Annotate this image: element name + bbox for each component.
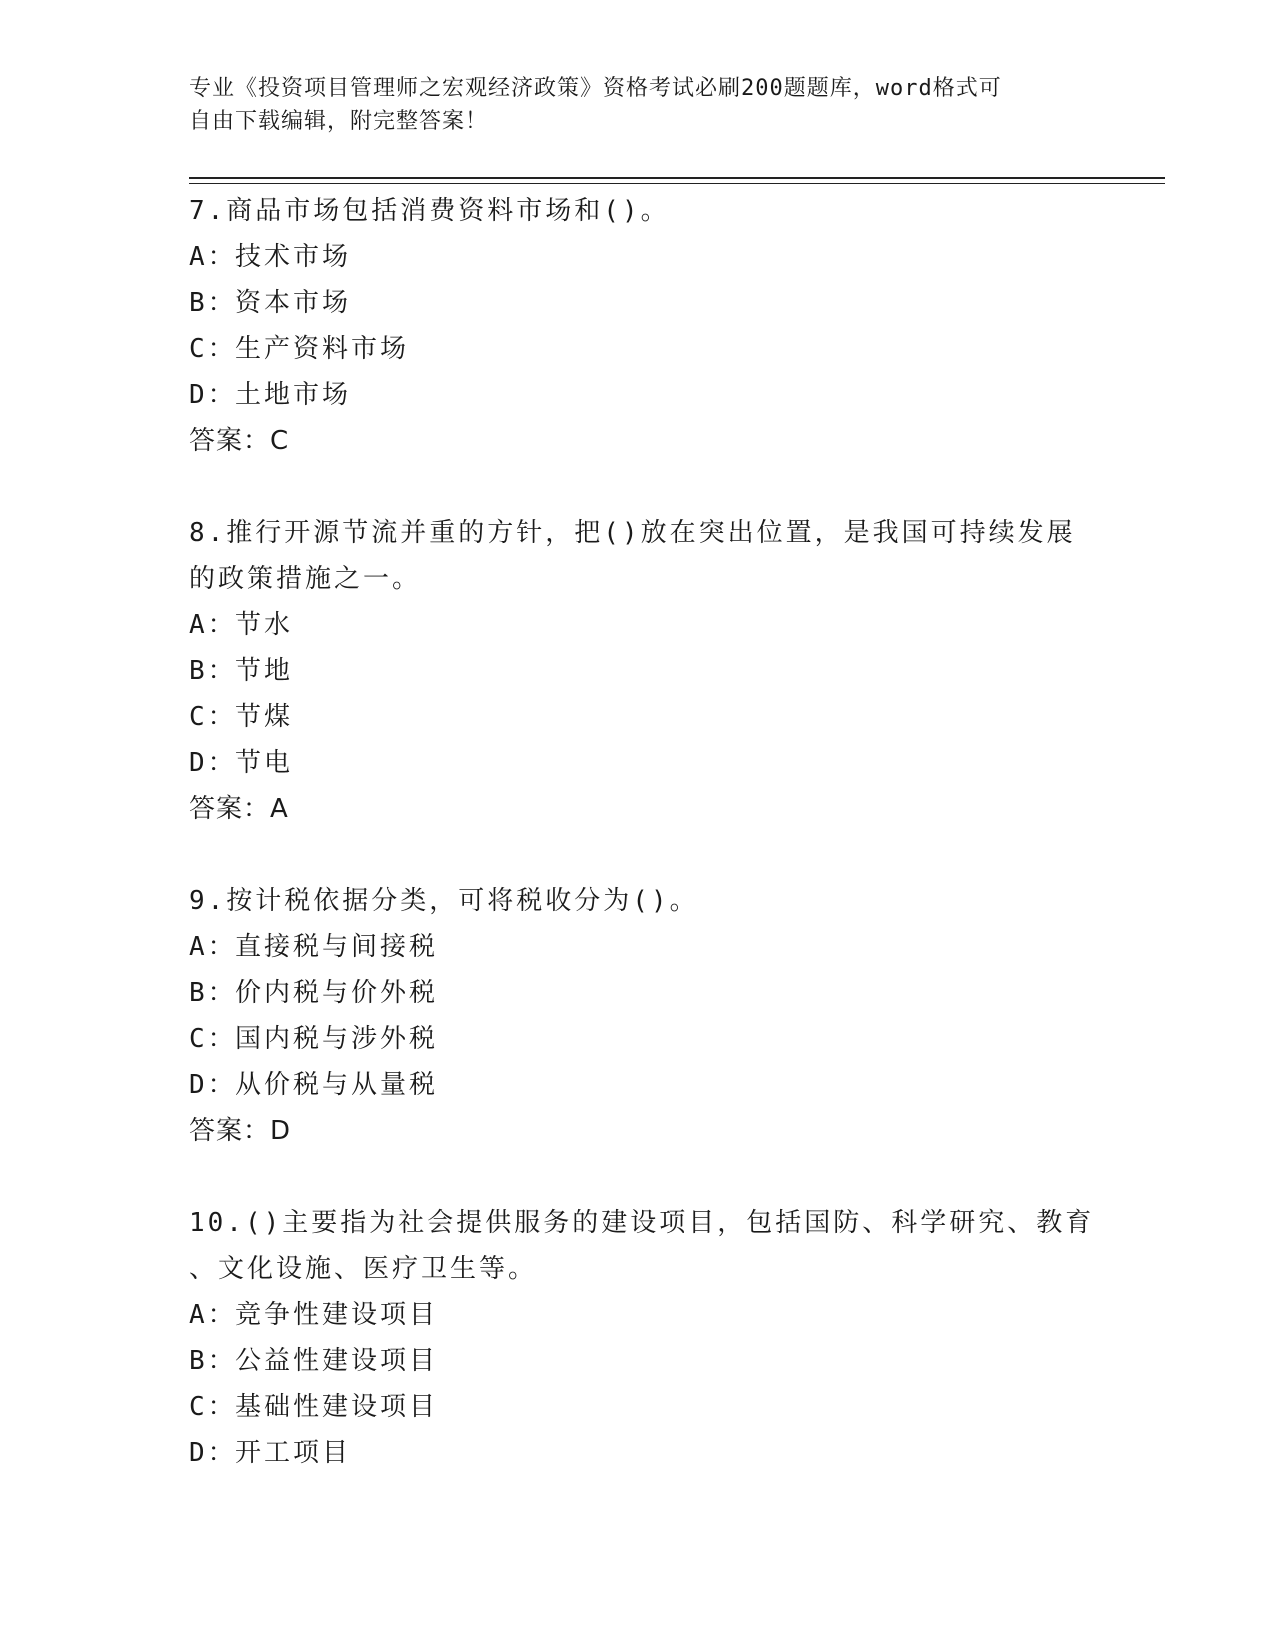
question-stem: [189, 188, 1089, 234]
option-key: C：: [189, 334, 237, 364]
question-stem-line: 8.推行开源节流并重的方针，把()放在突出位置，是我国可持续发展: [189, 518, 1076, 548]
answer-key: 答案：D: [189, 1116, 292, 1146]
answer-option: [189, 694, 1089, 740]
option-key: B：: [189, 288, 237, 318]
answer-option: [189, 924, 1089, 970]
option-text: 基础性建设项目: [235, 1392, 439, 1422]
option-key: B：: [189, 656, 237, 686]
option-key: A：: [189, 932, 237, 962]
option-key: B：: [189, 978, 237, 1008]
answer-option: [189, 326, 1089, 372]
header-divider-thin: [189, 183, 1165, 184]
option-key: B：: [189, 1346, 237, 1376]
option-key: C：: [189, 702, 237, 732]
question-spacer: [189, 1154, 1089, 1200]
answer-option: [189, 1384, 1089, 1430]
question-stem-line: 、文化设施、医疗卫生等。: [189, 1254, 538, 1284]
option-text: 生产资料市场: [235, 334, 410, 364]
question-block: [189, 510, 1089, 832]
answer-option: [189, 1292, 1089, 1338]
answer-key: 答案：C: [189, 426, 290, 456]
question-block: [189, 878, 1089, 1154]
answer-option: [189, 970, 1089, 1016]
option-key: A：: [189, 1300, 237, 1330]
option-text: 公益性建设项目: [235, 1346, 439, 1376]
header-divider-thick: [189, 177, 1165, 179]
question-stem-line: 10.()主要指为社会提供服务的建设项目，包括国防、科学研究、教育: [189, 1208, 1095, 1238]
question-stem: [189, 1200, 1095, 1292]
option-text: 竞争性建设项目: [235, 1300, 439, 1330]
answer-option: [189, 740, 1089, 786]
option-key: D：: [189, 1070, 237, 1100]
answer-option: [189, 234, 1089, 280]
option-key: D：: [189, 380, 237, 410]
question-stem: [189, 878, 1089, 924]
question-block: [189, 1200, 1095, 1476]
option-text: 节煤: [235, 702, 294, 732]
option-key: C：: [189, 1024, 237, 1054]
answer-option: [189, 280, 1089, 326]
option-text: 节电: [235, 748, 294, 778]
option-key: C：: [189, 1392, 237, 1422]
option-key: D：: [189, 1438, 237, 1468]
answer-option: [189, 1016, 1089, 1062]
answer-option: [189, 648, 1089, 694]
answer-option: [189, 1338, 1089, 1384]
question-stem-line: 7.商品市场包括消费资料市场和()。: [189, 196, 670, 226]
option-text: 价内税与价外税: [235, 978, 439, 1008]
option-key: A：: [189, 610, 237, 640]
answer-option: [189, 1062, 1089, 1108]
header-line-2: 自由下载编辑，附完整答案！: [189, 109, 489, 134]
question-spacer: [189, 464, 1089, 510]
question-stem-line: 的政策措施之一。: [189, 564, 422, 594]
option-text: 节地: [235, 656, 294, 686]
question-stem: [189, 510, 1089, 602]
answer-option: [189, 372, 1089, 418]
option-text: 技术市场: [235, 242, 352, 272]
option-text: 直接税与间接税: [235, 932, 439, 962]
option-key: D：: [189, 748, 237, 778]
option-text: 国内税与涉外税: [235, 1024, 439, 1054]
question-spacer: [189, 832, 1089, 878]
option-text: 节水: [235, 610, 294, 640]
answer-option: [189, 1430, 1089, 1476]
question-list: [189, 188, 1095, 1476]
option-key: A：: [189, 242, 237, 272]
option-text: 开工项目: [235, 1438, 352, 1468]
answer-key: 答案：A: [189, 794, 289, 824]
question-block: [189, 188, 1089, 464]
option-text: 从价税与从量税: [235, 1070, 439, 1100]
header-line-1: 专业《投资项目管理师之宏观经济政策》资格考试必刷200题题库，word格式可: [189, 76, 1002, 101]
answer-option: [189, 602, 1089, 648]
option-text: 土地市场: [235, 380, 352, 410]
question-stem-line: 9.按计税依据分类，可将税收分为()。: [189, 886, 699, 916]
document-header: [189, 72, 1089, 138]
option-text: 资本市场: [235, 288, 352, 318]
